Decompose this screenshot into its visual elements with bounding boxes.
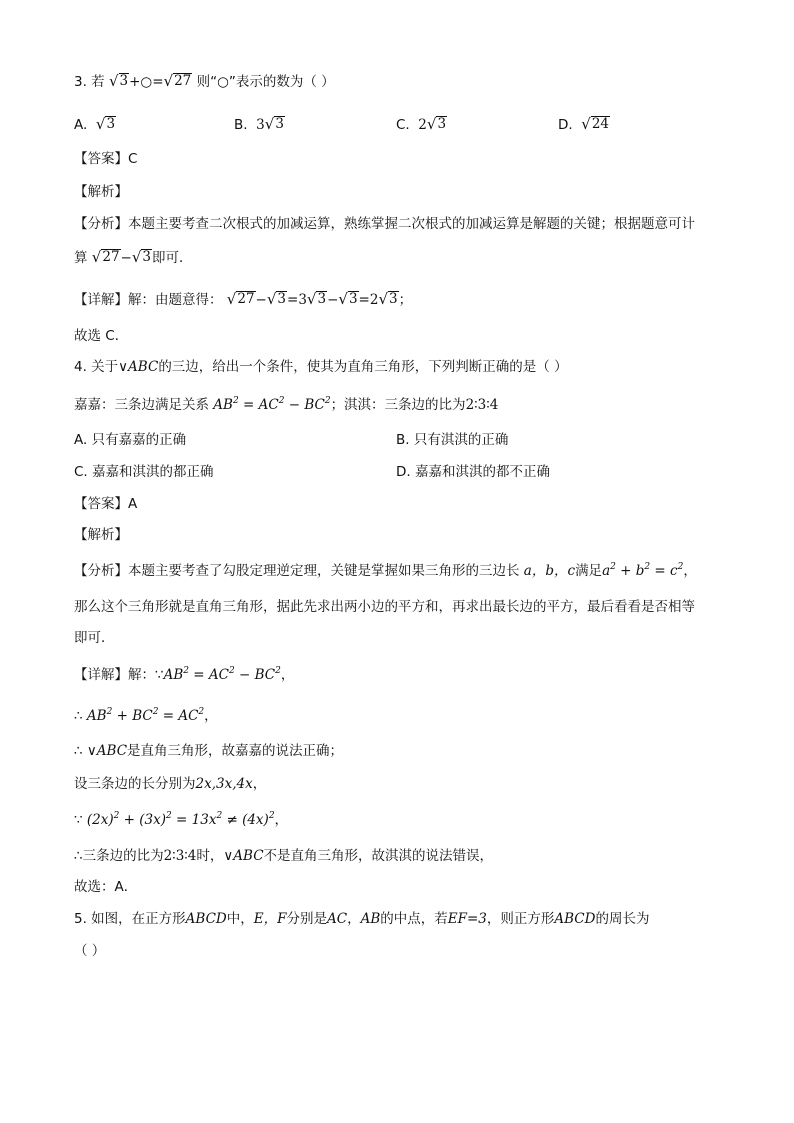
conclusion-text: 故选：A．	[74, 879, 138, 895]
cond-math: $AB^2 = AC^2 - BC^2$	[213, 396, 331, 413]
q5-math: E，F	[253, 911, 287, 927]
q4-step4	[74, 774, 266, 794]
step-text: 设三条边的长分别为	[74, 776, 196, 792]
cond-ratio: 2∶3∶4	[465, 397, 499, 413]
xiangjie-math: √ 27 − √ 3 =3 √ 3 − √ 3 =2 √ 3	[226, 290, 398, 308]
jiexi-tag: 【解析】	[74, 527, 128, 543]
q3-stem	[74, 72, 335, 92]
xiangjie-tag: 【详解】	[74, 667, 128, 683]
q3-xiangjie	[74, 290, 412, 310]
q4-step3	[74, 741, 343, 761]
q3-stem-prefix: 3. 若	[74, 74, 105, 90]
option-label: D.	[396, 464, 411, 480]
option-label: C.	[74, 464, 88, 480]
q4-fenxi-line3	[74, 628, 115, 648]
q5-math: EF=3	[447, 911, 487, 927]
xiangjie-text: ，	[280, 667, 295, 683]
option-value: 嘉嘉和淇淇的都正确	[92, 464, 214, 480]
q5-text: （ ）	[74, 943, 106, 959]
q4-stem-suffix: 的三边，给出一个条件，使其为直角三角形，下列判断正确的是（ ）	[158, 359, 568, 375]
q4-conclusion	[74, 877, 137, 897]
answer-tag: 【答案】	[74, 496, 128, 512]
therefore-symbol: ∴	[74, 743, 87, 759]
option-label: C.	[396, 117, 410, 133]
fenxi-text: 本题主要考查二次根式的加减运算，熟练掌握二次根式的加减运算是解题的关键；根据题意可计	[128, 216, 695, 232]
xiangjie-text: 解：由题意得：	[128, 292, 223, 308]
option-label: D.	[558, 117, 573, 133]
q4-xiangjie	[74, 665, 294, 685]
option-value: 2 √ 3	[414, 115, 447, 133]
q4-option-d	[396, 462, 550, 482]
step2-math: $AB^2 + BC^2 = AC^2$	[86, 707, 205, 724]
q4-answer	[74, 494, 137, 514]
option-value: √ 24	[581, 115, 610, 133]
q4-fenxi-line2	[74, 597, 695, 617]
q5-text: 5. 如图，在正方形	[74, 911, 186, 927]
fenxi-text: 本题主要考查了勾股定理逆定理，关键是掌握如果三角形的三边长	[128, 563, 520, 579]
q4-stem-prefix: 4. 关于	[74, 359, 119, 375]
fenxi-text: 即可．	[152, 250, 193, 266]
q3-answer	[74, 149, 137, 169]
q5-text: 中，	[226, 911, 254, 927]
option-value: √ 3	[95, 115, 116, 133]
fenxi-text: ，	[683, 563, 697, 579]
option-label: A.	[74, 117, 88, 133]
q5-stem-line2	[74, 941, 105, 961]
option-value: 只有淇淇的正确	[413, 432, 509, 448]
conclusion-text: 故选 C．	[74, 328, 129, 344]
q5-math: ABCD	[554, 911, 596, 927]
option-value: 只有嘉嘉的正确	[91, 432, 187, 448]
q4-option-b	[396, 430, 508, 450]
step-text: 不是直角三角形，故淇淇的说法错误，	[263, 848, 494, 864]
q4-fenxi-line1	[74, 561, 697, 581]
fenxi-text: 那么这个三角形就是直角三角形，据此先求出两小边的平方和，再求出最长边的平方，最后看看是否相等	[74, 599, 695, 615]
because-symbol: ∵	[74, 812, 83, 828]
option-value: 3 √ 3	[251, 115, 284, 133]
q4-step2: ∴ $AB^2 + BC^2 = AC^2$，	[74, 707, 218, 724]
q5-text: 的周长为	[595, 911, 650, 927]
option-label: B.	[234, 117, 248, 133]
jiexi-tag: 【解析】	[74, 184, 128, 200]
step5-math: $(2x)^2 + (3x)^2 = 13x^2 \ne (4x)^2$	[86, 811, 275, 828]
xiangjie-math: $AB^2 = AC^2 - BC^2$	[163, 666, 281, 683]
answer-value: C	[128, 151, 138, 167]
option-label: B.	[396, 432, 410, 448]
xiangjie-tag: 【详解】	[74, 292, 128, 308]
option-value: 嘉嘉和淇淇的都不正确	[414, 464, 550, 480]
q4-step6	[74, 846, 493, 866]
q3-option-c	[396, 115, 447, 135]
triangle-abc: ∨ABC	[118, 359, 159, 375]
q3-option-b	[234, 115, 285, 135]
q4-jiexi	[74, 525, 128, 545]
therefore-symbol: ∴	[74, 708, 83, 724]
q5-stem	[74, 909, 649, 929]
triangle-abc: ∨ABC	[86, 743, 128, 759]
fenxi-text: 满足	[575, 563, 603, 579]
q3-stem-suffix: 则“○”表示的数为（ ）	[196, 74, 335, 90]
fenxi-eq: $a^2 + b^2 = c^2$	[602, 562, 684, 579]
q5-math: AB	[360, 911, 381, 927]
q5-math: AC	[326, 911, 348, 927]
step-text: 是直角三角形，故嘉嘉的说法正确；	[127, 743, 344, 759]
xiangjie-text: ；	[398, 292, 413, 308]
cond-text: 嘉嘉：三条边满足关系	[74, 397, 209, 413]
step-ratio: 2∶3∶4	[163, 848, 197, 864]
step-math: 2x,3x,4x	[195, 776, 253, 792]
q3-fenxi-line1	[74, 214, 695, 234]
q4-condition	[74, 395, 498, 415]
q5-text: ，	[347, 911, 361, 927]
q5-text: 分别是	[286, 911, 327, 927]
answer-tag: 【答案】	[74, 151, 128, 167]
fenxi-tag: 【分析】	[74, 216, 128, 232]
q5-text: ，则正方形	[486, 911, 555, 927]
q3-option-a	[74, 115, 116, 135]
xiangjie-text: 解：∵	[128, 667, 164, 683]
answer-value: A	[128, 496, 138, 512]
q3-conclusion	[74, 326, 128, 346]
q4-option-c	[74, 462, 214, 482]
q4-stem	[74, 357, 568, 377]
q3-option-d	[558, 115, 610, 135]
cond-text: ；淇淇：三条边的比为	[330, 397, 466, 413]
q5-text: 的中点，若	[380, 911, 448, 927]
fenxi-text: 算	[74, 250, 88, 266]
q3-stem-math: √ 3 +○= √ 27	[108, 72, 192, 90]
q4-option-a	[74, 430, 186, 450]
fenxi-math: a，b，c	[523, 563, 576, 579]
step-text: 时，	[196, 848, 224, 864]
step-text: ，	[252, 776, 267, 792]
q4-step5: ∵ $(2x)^2 + (3x)^2 = 13x^2 \ne (4x)^2$，	[74, 811, 289, 828]
step-text: ∴三条边的比为	[74, 848, 164, 864]
q3-jiexi	[74, 182, 128, 202]
fenxi-math: √ 27 − √ 3	[91, 248, 152, 266]
option-label: A.	[74, 432, 88, 448]
q3-fenxi-line2	[74, 248, 193, 268]
fenxi-tag: 【分析】	[74, 563, 128, 579]
fenxi-text: 即可．	[74, 630, 115, 646]
q5-math: ABCD	[185, 911, 227, 927]
triangle-abc: ∨ABC	[223, 848, 264, 864]
